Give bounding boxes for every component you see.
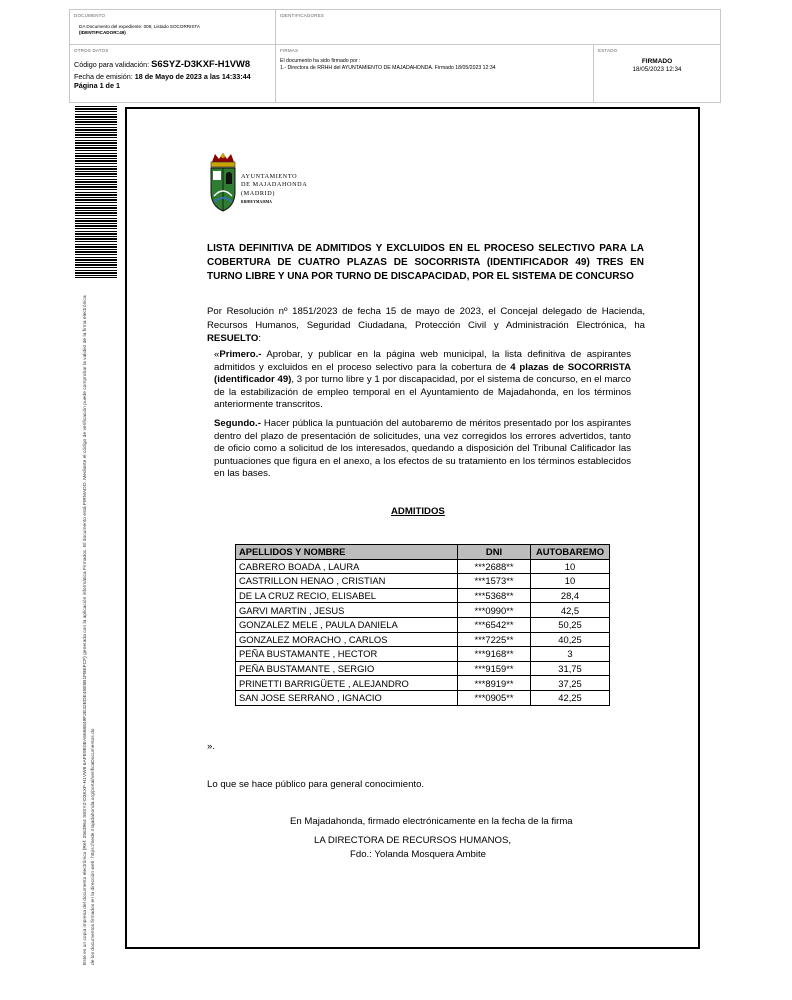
document-header [69,9,721,103]
estado-cell [594,45,720,102]
municipality-line-2: DE MAJADAHONDA [241,181,308,189]
table-header-row [236,545,610,560]
municipality-code: RRHH/YMA/BMA [241,200,272,205]
segundo-paragraph [214,418,631,481]
fecha-label: Fecha de emisión: [74,72,133,81]
closing-quote: ». [207,741,216,752]
barcode-image [75,106,117,278]
cell-name: GONZALEZ MELE , PAULA DANIELA [236,617,458,632]
cell-autobaremo: 42,25 [531,690,610,705]
table-row [236,559,610,574]
cell-autobaremo: 31,75 [531,661,610,676]
coat-of-arms-icon [208,152,238,214]
document-title: LISTA DEFINITIVA DE ADMITIDOS Y EXCLUIDOS EN EL PROCESO SELECTIVO PARA LA COBERTURA DE CUATRO PLAZAS DE SOCORRISTA (IDENTIFICADOR 49) TRES EN TURNO LIBRE Y UNA POR TURNO DE DISCAPACIDAD, POR EL SISTEMA DE CONCURSO [207,243,644,282]
header-apellidos: APELLIDOS Y NOMBRE [236,545,458,560]
table-row [236,617,610,632]
municipality-block [241,173,307,207]
cell-name: PEÑA BUSTAMANTE , HECTOR [236,647,458,662]
primero-label: Primero.- [219,349,262,360]
cell-dni: ***6542** [458,617,531,632]
intro-end: : [258,333,262,344]
cell-name: PRINETTI BARRIGÜETE , ALEJANDRO [236,676,458,691]
cell-name: PEÑA BUSTAMANTE , SERGIO [236,661,458,676]
cell-autobaremo: 42,5 [531,603,610,618]
cell-name: GARVI MARTIN , JESUS [236,603,458,618]
cell-name: DE LA CRUZ RECIO, ELISABEL [236,588,458,603]
table-row [236,676,610,691]
cell-dni: ***1573** [458,574,531,589]
cell-dni: ***5368** [458,588,531,603]
primero-text-a: Aprobar, y publicar en la página web municipal, la lista definitiva de aspirantes admitidos y excluidos en el proceso selectivo para la cobertura de [214,349,631,373]
documento-desc-line1: DA Documento del expediente: 006; Listado SOCORRISTA [79,24,200,29]
cell-dni: ***0990** [458,603,531,618]
codigo-value[interactable]: S6SYZ-D3KXF-H1VW8 [151,58,251,69]
table-row [236,588,610,603]
table-row [236,690,610,705]
table-row [236,632,610,647]
table-row [236,647,610,662]
table-row [236,661,610,676]
cell-autobaremo: 10 [531,559,610,574]
firmas-line-2: 1.- Directora de RRHH del AYUNTAMIENTO DE MAJADAHONDA. Firmado 18/05/2023 12:34 [280,64,496,71]
primero-paragraph [214,349,631,412]
firmas-cell [276,45,594,102]
cell-name: GONZALEZ MORACHO , CARLOS [236,632,458,647]
cell-dni: ***7225** [458,632,531,647]
documento-cell [70,10,276,45]
cell-dni: ***2688** [458,559,531,574]
admitidos-table [235,544,610,706]
cell-dni: ***9159** [458,661,531,676]
segundo-label: Segundo.- [214,418,261,429]
signature-place: En Majadahonda, firmado electrónicamente en la fecha de la firma [290,816,573,827]
firmas-text [280,58,496,71]
signatory-title: LA DIRECTORA DE RECURSOS HUMANOS, [314,835,512,846]
identificadores-cell [276,10,720,45]
publico-statement: Lo que se hace público para general conocimiento. [207,779,425,790]
header-autobaremo: AUTOBAREMO [531,545,610,560]
codigo-label: Código para validación: [74,60,150,69]
cell-autobaremo: 37,25 [531,676,610,691]
otros-datos-cell [70,45,276,102]
primero-bold: 4 plazas de SOCORRISTA (identificador 49) [214,361,632,386]
cell-autobaremo: 40,25 [531,632,610,647]
cell-name: SAN JOSE SERRANO , IGNACIO [236,690,458,705]
cell-name: CASTRILLON HENAO , CRISTIAN [236,574,458,589]
firmas-label: FIRMAS [280,48,299,53]
identificadores-label: IDENTIFICADORES [280,13,325,18]
cell-autobaremo: 3 [531,647,610,662]
signatory-name: Fdo.: Yolanda Mosquera Ambite [350,849,487,860]
table-row [236,603,610,618]
cell-dni: ***8919** [458,676,531,691]
cell-dni: ***0905** [458,690,531,705]
intro-text: Por Resolución nº 1851/2023 de fecha 15 de mayo de 2023, el Concejal delegado de Hacienda, Recursos Humanos, Seguridad Ciudadana, Protección Civil y Administración Electrónica, ha [207,306,645,331]
primero-open-quote: « [214,349,220,360]
estado-value: FIRMADO [641,58,673,65]
cell-autobaremo: 28,4 [531,588,610,603]
firmas-line-1: El documento ha sido firmado por : [280,58,361,64]
municipality-line-3: (MADRID) [241,189,276,197]
municipality-line-1: AYUNTAMIENTO [241,173,298,180]
fecha-emision [74,72,251,81]
documento-description [79,24,269,35]
documento-label: DOCUMENTO [74,13,106,18]
estado-label: ESTADO [598,48,618,53]
codigo-validacion [74,58,250,69]
cell-autobaremo: 50,25 [531,617,610,632]
fecha-value: 18 de Mayo de 2023 a las 14:33:44 [134,72,251,81]
intro-bold: RESUELTO [207,333,259,344]
otros-datos-label: OTROS DATOS [74,48,109,53]
cell-autobaremo: 10 [531,574,610,589]
cell-name: CABRERO BOADA , LAURA [236,559,458,574]
pagina-indicator: Página 1 de 1 [74,81,120,90]
intro-paragraph [207,305,645,346]
estado-date: 18/05/2023 12:34 [632,66,682,73]
admitidos-heading: ADMITIDOS [391,506,445,517]
documento-desc-line2: (IDENTIFICADOR=49) [79,29,126,35]
cell-dni: ***9168** [458,647,531,662]
segundo-text: Hacer pública la puntuación del autobaremo de méritos presentado por los aspirantes dentro del plazo de presentación de solicitudes, una vez corregidos los errores advertidos, tanto de oficio como a solicitud de los interesados, quedando a disposición del Tribunal Calificador las puntuaciones que figura en el anexo, a los efectos de su tratamiento en los términos establecidos en las bases. [214,418,631,480]
side-legal-text: Este es un copia impresa del documento electrónico (Ref: 2563964 S6SYZ-D3KXF-H1VW8 6AFE9E0EA5668849F2E32EDE45E5B1FBEFCF) generada con la aplicación informática Firmadoc. El documento está FIRMADO. Mediante el código de verificación puede comprobar la validez de la firma electrónica de los documentos firmados en la dirección web: https://sede.majadahonda.org/portal/verificaDocumentos.do [83,295,96,965]
table-row [236,574,610,589]
header-dni: DNI [458,545,531,560]
primero-text-b: , 3 por turno libre y 1 por discapacidad, por el sistema de concurso, en el marco de la estabilización de empleo temporal en el Ayuntamiento de Majadahonda, en los términos anteriormente transcritos. [214,374,631,411]
